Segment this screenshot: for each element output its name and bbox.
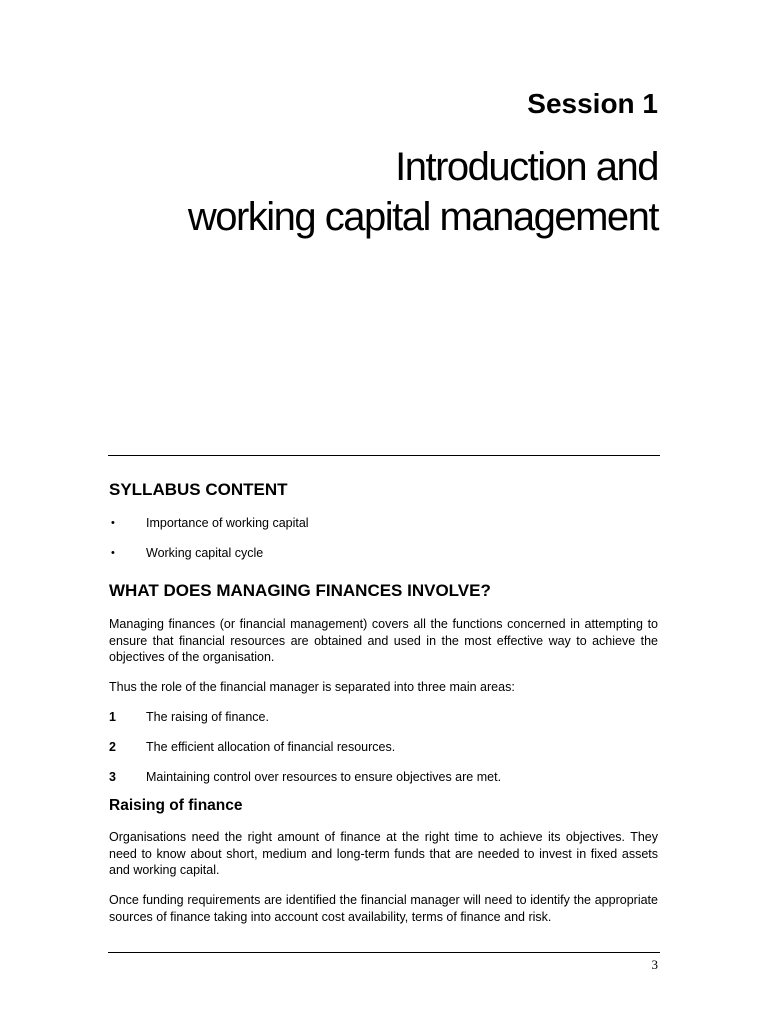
session-title-line-1: Introduction and [395,145,658,189]
list-number: 1 [109,710,116,724]
raising-paragraph-2: Once funding requirements are identified the financial manager will need to identify the appropriate sources of finance taking into account cost availability, terms of finance and risk. [109,893,658,924]
bullet-icon: • [111,517,115,529]
session-title-line-2: working capital management [187,195,658,239]
list-number: 3 [109,770,116,784]
managing-paragraph-1: Managing finances (or financial management) covers all the functions concerned in attempting to ensure that financial resources are obtained and used in the most effective way to achieve the objectives of the organisation. [109,617,658,664]
syllabus-item [109,515,658,532]
bullet-icon: • [111,547,115,559]
syllabus-item-text: Working capital cycle [146,546,264,560]
list-item-text: The raising of finance. [146,710,269,724]
list-item-text: The efficient allocation of financial resources. [146,740,396,754]
session-title [188,142,658,242]
bottom-divider [108,952,660,953]
managing-list-item [109,709,658,726]
raising-heading: Raising of finance [109,797,243,814]
syllabus-heading: SYLLABUS CONTENT [109,480,288,499]
page-number: 3 [651,957,658,972]
managing-list-item [109,739,658,756]
managing-heading: WHAT DOES MANAGING FINANCES INVOLVE? [109,581,491,600]
list-item-text: Maintaining control over resources to ensure objectives are met. [146,770,502,784]
syllabus-item [109,545,658,562]
managing-list-item [109,769,658,786]
managing-paragraph-2: Thus the role of the financial manager is separated into three main areas: [109,680,515,694]
list-number: 2 [109,740,116,754]
raising-paragraph-1: Organisations need the right amount of finance at the right time to achieve its objectives. They need to know about short, medium and long-term funds that are needed to invest in fixed assets and working capital. [109,830,658,877]
syllabus-item-text: Importance of working capital [146,516,309,530]
top-divider [108,455,660,456]
session-label: Session 1 [527,88,658,119]
